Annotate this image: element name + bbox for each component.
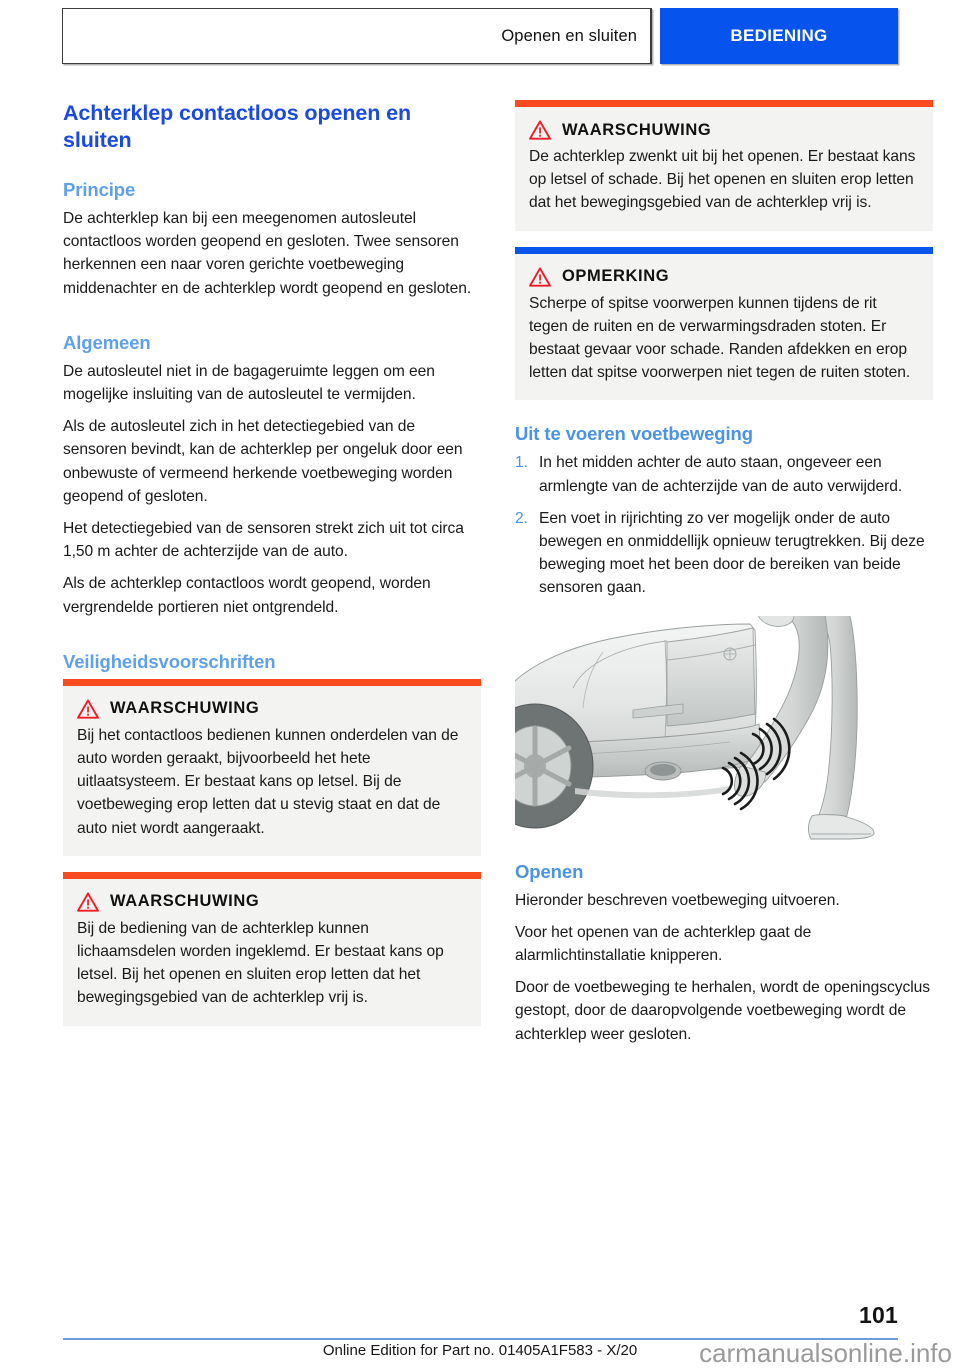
breadcrumb [62, 8, 652, 64]
warning-triangle-icon [529, 267, 551, 287]
note-box-title: OPMERKING [562, 267, 670, 286]
left-column [63, 100, 481, 1026]
warning-box [63, 872, 481, 1026]
illustration-kick-sensor [515, 616, 933, 846]
note-box-header [529, 267, 919, 287]
illustration-svg [515, 616, 933, 846]
section-tab-label: BEDIENING [730, 26, 828, 45]
spacer [515, 400, 933, 422]
warning-triangle-icon [77, 699, 99, 719]
breadcrumb-label: Openen en sluiten [501, 26, 637, 45]
list-item [515, 451, 933, 497]
steps-list [515, 451, 933, 599]
note-box-body: Scherpe of spitse voorwerpen kunnen tijdens de rit tegen de ruiten en de verwarmingsdraden stoten. Er bestaat gevaar voor schade. Randen afdekken en erop letten dat spitse voorwerpen niet tegen de ruiten stoten. [529, 294, 911, 382]
warning-box-header [77, 892, 467, 912]
paragraph-openen-2: Voor het openen van de achterklep gaat de alarmlichtinstallatie knipperen. [515, 923, 812, 965]
warning-box-body: Bij het contactloos bedienen kunnen onderdelen van de auto worden geraakt, bijvoorbeeld het hete uitlaatsysteem. Er bestaat kans op letsel. Bij de voetbeweging erop letten dat u stevig staat en dat de auto niet wordt aangeraakt. [77, 726, 459, 837]
list-item [515, 507, 933, 600]
warning-box [63, 679, 481, 856]
warning-box-header [77, 699, 467, 719]
paragraph-algemeen-4: Als de achterklep contactloos wordt geopend, worden vergrendelde portieren niet ontgrendeld. [63, 575, 431, 616]
warning-triangle-icon [529, 120, 551, 140]
heading-uit-te-voeren-voetbeweging: Uit te voeren voetbeweging [515, 423, 753, 445]
edition-note: Online Edition for Part no. 01405A1F583 - X/20 [322, 1342, 638, 1359]
warning-box [515, 100, 933, 231]
paragraph-openen-3: Door de voetbeweging te herhalen, wordt de openingscyclus gestopt, door de daaropvolgende voetbeweging wordt de achterklep weer gesloten. [515, 979, 930, 1043]
header-spacer [652, 8, 660, 64]
right-column [515, 100, 933, 1046]
spacer [63, 856, 481, 872]
warning-box-title: WAARSCHUWING [110, 892, 260, 911]
spacer [63, 628, 481, 650]
paragraph-principe-1: De achterklep kan bij een meegenomen autosleutel contactloos worden geopend en gesloten. Twee sensoren herkennen een naar voren gerichte voetbeweging middenachter en de achterklep wordt geopend en gesloten. [63, 210, 472, 297]
watermark: carmanualsonline.info [699, 1338, 952, 1368]
warning-box-body: De achterklep zwenkt uit bij het openen. Er bestaat kans op letsel of schade. Bij het openen en sluiten erop letten dat het bewegingsgebied van de achterklep vrij is. [529, 148, 916, 212]
spacer [63, 309, 481, 331]
paragraph-algemeen-1: De autosleutel niet in de bagageruimte leggen om een mogelijke insluiting van de autosleutel te vermijden. [63, 362, 435, 404]
spacer [515, 231, 933, 247]
paragraph-algemeen-2: Als de autosleutel zich in het detectiegebied van de sensoren bevindt, kan de achterklep per ongeluk door een onbewuste of vermeend herkende voetbeweging worden geopend of gesloten. [63, 418, 463, 505]
paragraph-openen-1: Hieronder beschreven voetbeweging uitvoeren. [515, 891, 840, 909]
note-box [515, 247, 933, 401]
warning-box-title: WAARSCHUWING [110, 699, 260, 718]
page-number: 101 [859, 1302, 898, 1328]
section-tab [660, 8, 898, 64]
paragraph-algemeen-3: Het detectiegebied van de sensoren strekt zich uit tot circa 1,50 m achter de achterzijde van de auto. [63, 520, 464, 561]
step-text: In het midden achter de auto staan, ongeveer een armlengte van de achterzijde van de auto verwijderd. [539, 454, 903, 495]
warning-box-body: Bij de bediening van de achterklep kunnen lichaamsdelen worden ingeklemd. Er bestaat kans op letsel. Bij het openen en sluiten erop letten dat het bewegingsgebied van de achterklep vrij is. [77, 919, 444, 1007]
warning-box-header [529, 120, 919, 140]
heading-algemeen: Algemeen [63, 331, 151, 353]
step-text: Een voet in rijrichting zo ver mogelijk onder de auto bewegen en onmiddellijk opnieuw terugtrekken. Bij deze beweging moet het been door de bereiken van beide sensoren gaan. [539, 509, 925, 597]
step-number: 1. [515, 454, 528, 472]
page-title: Achterklep contactloos openen en sluiten [63, 101, 412, 152]
heading-principe: Principe [63, 179, 136, 200]
warning-box-title: WAARSCHUWING [562, 120, 712, 139]
step-number: 2. [515, 509, 528, 527]
page-header [62, 8, 898, 64]
heading-veiligheidsvoorschriften: Veiligheidsvoorschriften [63, 650, 276, 672]
warning-triangle-icon [77, 892, 99, 912]
heading-openen: Openen [515, 860, 584, 882]
